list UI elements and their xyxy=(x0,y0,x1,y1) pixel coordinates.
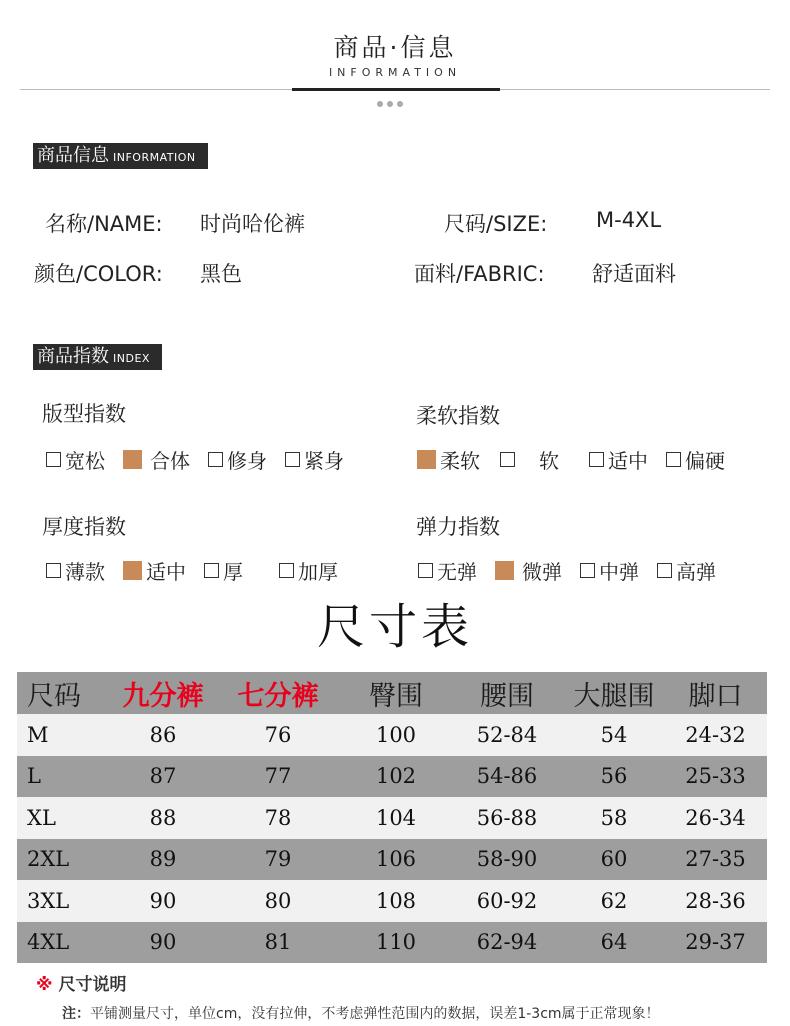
size-label: 尺码/SIZE: xyxy=(444,212,548,236)
stretch-option-medium: 中弹 xyxy=(580,556,639,585)
size-table xyxy=(17,672,767,963)
page-subtitle: INFORMATION xyxy=(328,66,462,79)
table-cell: M xyxy=(27,722,49,747)
thickness-option-thin: 薄款 xyxy=(46,556,105,585)
table-cell: 89 xyxy=(149,847,177,872)
table-cell: 64 xyxy=(600,930,628,955)
checked-box-icon xyxy=(123,450,142,469)
table-cell: 2XL xyxy=(27,847,70,872)
fabric-value: 舒适面料 xyxy=(592,262,676,286)
table-cell: 60 xyxy=(600,847,628,872)
table-cell: 80 xyxy=(264,888,292,913)
header-size: 尺码 xyxy=(27,680,81,712)
table-cell: 54-86 xyxy=(476,764,538,789)
table-cell: 76 xyxy=(264,722,292,747)
table-cell: 4XL xyxy=(27,930,70,955)
index-tag-en: INDEX xyxy=(113,352,150,365)
table-cell: 79 xyxy=(264,847,292,872)
size-table-title: 尺寸表 xyxy=(316,599,473,655)
checkbox-icon xyxy=(46,563,61,578)
table-cell: 77 xyxy=(264,764,292,789)
size-notes-text: 注：平铺测量尺寸，单位cm，没有拉伸，不考虑弹性范围内的数据，误差1-3cm属于正常现象！ xyxy=(62,1006,660,1022)
checkbox-icon xyxy=(418,563,433,578)
softness-option-medium: 适中 xyxy=(589,445,648,474)
stretch-option-high: 高弹 xyxy=(657,556,716,585)
header-accent-bar xyxy=(292,88,500,91)
table-cell: 56-88 xyxy=(476,805,538,830)
table-cell: 25-33 xyxy=(685,764,746,789)
thickness-option-extra-thick: 加厚 xyxy=(279,556,338,585)
checkbox-icon xyxy=(666,452,681,467)
softness-index-options xyxy=(417,445,743,474)
header-leg-opening: 脚口 xyxy=(688,680,743,712)
table-cell: 86 xyxy=(149,722,177,747)
color-value: 黑色 xyxy=(200,262,242,286)
size-value: M-4XL xyxy=(596,208,662,232)
index-tag-cn: 商品指数 xyxy=(37,346,109,367)
table-cell: L xyxy=(27,764,41,789)
fit-option-slim: 修身 xyxy=(208,445,267,474)
checkbox-icon xyxy=(285,452,300,467)
checked-box-icon xyxy=(123,561,142,580)
table-cell: 87 xyxy=(149,764,177,789)
checkbox-icon xyxy=(500,452,515,467)
table-cell: 90 xyxy=(149,888,177,913)
table-row xyxy=(17,839,767,881)
table-row xyxy=(17,880,767,922)
checkbox-icon xyxy=(657,563,672,578)
table-row xyxy=(17,797,767,839)
checkbox-icon xyxy=(589,452,604,467)
stretch-index-options xyxy=(418,556,734,585)
color-label: 颜色/COLOR: xyxy=(34,262,163,286)
table-cell: 56 xyxy=(600,764,628,789)
table-cell: 58-90 xyxy=(476,847,538,872)
table-header-row xyxy=(17,672,767,714)
info-tag-cn: 商品信息 xyxy=(37,145,109,166)
table-cell: 54 xyxy=(600,722,628,747)
softness-option-soft: 软 xyxy=(500,445,559,474)
table-cell: 29-37 xyxy=(685,930,746,955)
table-cell: 58 xyxy=(600,805,628,830)
fit-index-title: 版型指数 xyxy=(42,402,126,426)
header-seven-tenths: 七分裤 xyxy=(237,680,319,712)
table-cell: 108 xyxy=(375,888,417,913)
fit-option-loose: 宽松 xyxy=(46,445,105,474)
table-cell: 52-84 xyxy=(476,722,538,747)
checkbox-icon xyxy=(580,563,595,578)
dots-decoration xyxy=(377,101,403,107)
info-tag-en: INFORMATION xyxy=(113,151,196,164)
softness-option-hard: 偏硬 xyxy=(666,445,725,474)
name-value: 时尚哈伦裤 xyxy=(200,212,305,236)
table-cell: 60-92 xyxy=(476,888,538,913)
checkbox-icon xyxy=(208,452,223,467)
table-cell: 26-34 xyxy=(685,805,746,830)
header-hip: 臀围 xyxy=(369,680,423,712)
table-cell: XL xyxy=(27,805,56,830)
fit-index-options xyxy=(46,445,362,474)
header-waist: 腰围 xyxy=(480,680,534,712)
thickness-index-title: 厚度指数 xyxy=(42,515,126,539)
thickness-index-options xyxy=(46,556,356,585)
checked-box-icon xyxy=(417,450,436,469)
size-notes-title: ※ 尺寸说明 xyxy=(36,975,127,995)
table-cell: 90 xyxy=(149,930,177,955)
table-row xyxy=(17,756,767,798)
table-cell: 88 xyxy=(149,805,177,830)
header-nine-tenths: 九分裤 xyxy=(122,680,204,712)
table-row xyxy=(17,922,767,964)
table-cell: 24-32 xyxy=(685,722,746,747)
table-cell: 27-35 xyxy=(685,847,746,872)
thickness-option-thick: 厚 xyxy=(204,556,243,585)
softness-index-title: 柔软指数 xyxy=(416,404,500,428)
table-cell: 62-94 xyxy=(476,930,538,955)
header-thigh: 大腿围 xyxy=(573,680,655,712)
softness-option-very-soft: 柔软 xyxy=(417,445,480,474)
table-cell: 62 xyxy=(600,888,628,913)
stretch-option-slight: 微弹 xyxy=(495,556,562,585)
checked-box-icon xyxy=(495,561,514,580)
table-cell: 3XL xyxy=(27,888,70,913)
stretch-index-title: 弹力指数 xyxy=(416,515,500,539)
checkbox-icon xyxy=(46,452,61,467)
table-cell: 78 xyxy=(264,805,292,830)
table-cell: 104 xyxy=(375,805,417,830)
table-cell: 106 xyxy=(375,847,417,872)
table-row xyxy=(17,714,767,756)
fit-option-tight: 紧身 xyxy=(285,445,344,474)
fabric-label: 面料/FABRIC: xyxy=(414,262,545,286)
checkbox-icon xyxy=(204,563,219,578)
table-cell: 100 xyxy=(375,722,417,747)
table-cell: 102 xyxy=(375,764,417,789)
index-section-tag xyxy=(33,344,162,370)
page-title: 商品·信息 xyxy=(333,33,457,62)
table-cell: 28-36 xyxy=(685,888,746,913)
reference-mark-icon: ※ xyxy=(36,975,53,995)
table-cell: 81 xyxy=(264,930,292,955)
name-label: 名称/NAME: xyxy=(45,212,163,236)
stretch-option-none: 无弹 xyxy=(418,556,477,585)
checkbox-icon xyxy=(279,563,294,578)
fit-option-regular: 合体 xyxy=(123,445,190,474)
info-section-tag xyxy=(33,143,208,169)
thickness-option-medium: 适中 xyxy=(123,556,186,585)
table-cell: 110 xyxy=(375,930,417,955)
